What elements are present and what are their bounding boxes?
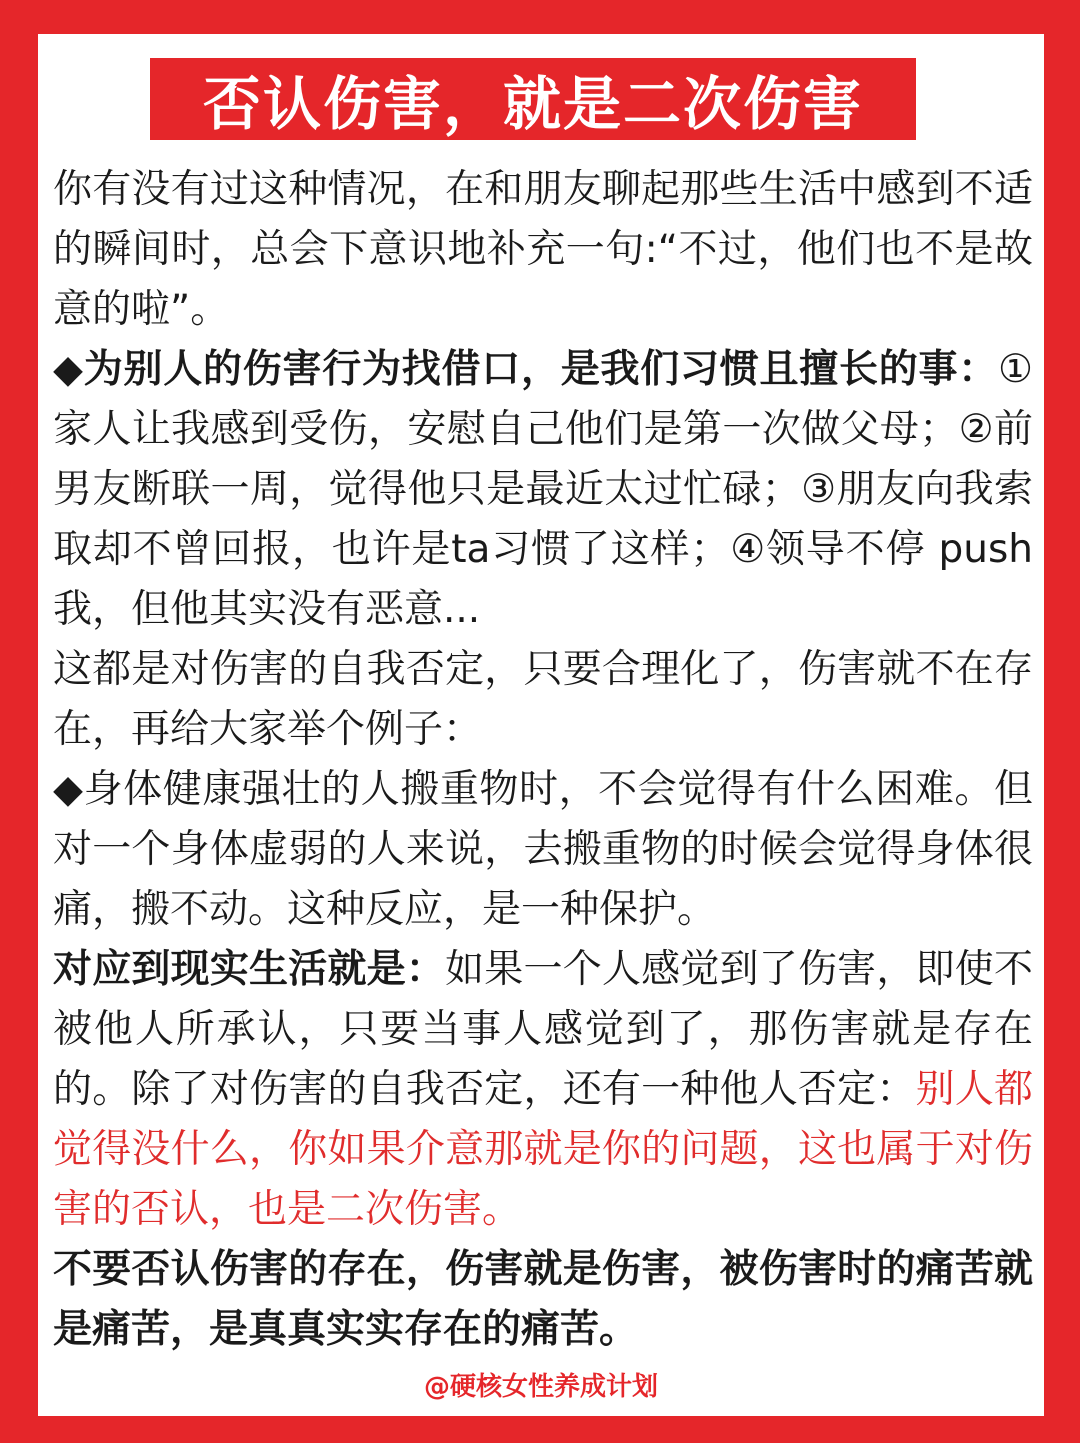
paragraph-intro-text: 你有没有过这种情况，在和朋友聊起那些生活中感到不适的瞬间时，总会下意识地补充一句:“不过，他们也不是故意的啦”。 xyxy=(53,167,1033,332)
page-title: 否认伤害，就是二次伤害 xyxy=(202,70,863,138)
paragraph-real-life-text: 如果一个人感觉到了伤害，即使不被他人所承认，只要当事人感觉到了，那伤害就是存在的。除了对伤害的自我否定，还有一种他人否定： xyxy=(53,947,1033,1112)
paragraph-excuses-text: ①家人让我感到受伤，安慰自己他们是第一次做父母；②前男友断联一周，觉得他只是最近太过忙碌；③朋友向我索取却不曾回报，也许是ta习惯了这样；④领导不停 push 我，但他其实没有恶意... xyxy=(53,347,1033,632)
paragraph-conclusion xyxy=(53,1240,1033,1360)
paragraph-example-text: ◆身体健康强壮的人搬重物时，不会觉得有什么困难。但对一个身体虚弱的人来说，去搬重物的时候会觉得身体很痛，搬不动。这种反应，是一种保护。 xyxy=(53,767,1033,932)
article-body xyxy=(53,160,1033,1360)
paragraph-self-denial-text: 这都是对伤害的自我否定，只要合理化了，伤害就不在存在，再给大家举个例子： xyxy=(53,647,1033,752)
paragraph-self-denial xyxy=(53,640,1033,760)
content-card xyxy=(38,34,1044,1416)
paragraph-real-life-highlight: 别人都觉得没什么，你如果介意那就是你的问题，这也属于对伤害的否认，也是二次伤害。 xyxy=(53,1067,1033,1232)
paragraph-conclusion-text: 不要否认伤害的存在，伤害就是伤害，被伤害时的痛苦就是痛苦，是真真实实存在的痛苦。 xyxy=(53,1247,1033,1352)
paragraph-excuses-heading: ◆为别人的伤害行为找借口，是我们习惯且擅长的事： xyxy=(53,347,999,392)
paragraph-real-life xyxy=(53,940,1033,1240)
paragraph-real-life-heading: 对应到现实生活就是： xyxy=(53,947,446,992)
paragraph-intro xyxy=(53,160,1033,340)
paragraph-excuses xyxy=(53,340,1033,640)
author-watermark: @硬核女性养成计划 xyxy=(423,1372,658,1402)
paragraph-example xyxy=(53,760,1033,940)
title-banner xyxy=(150,58,916,140)
